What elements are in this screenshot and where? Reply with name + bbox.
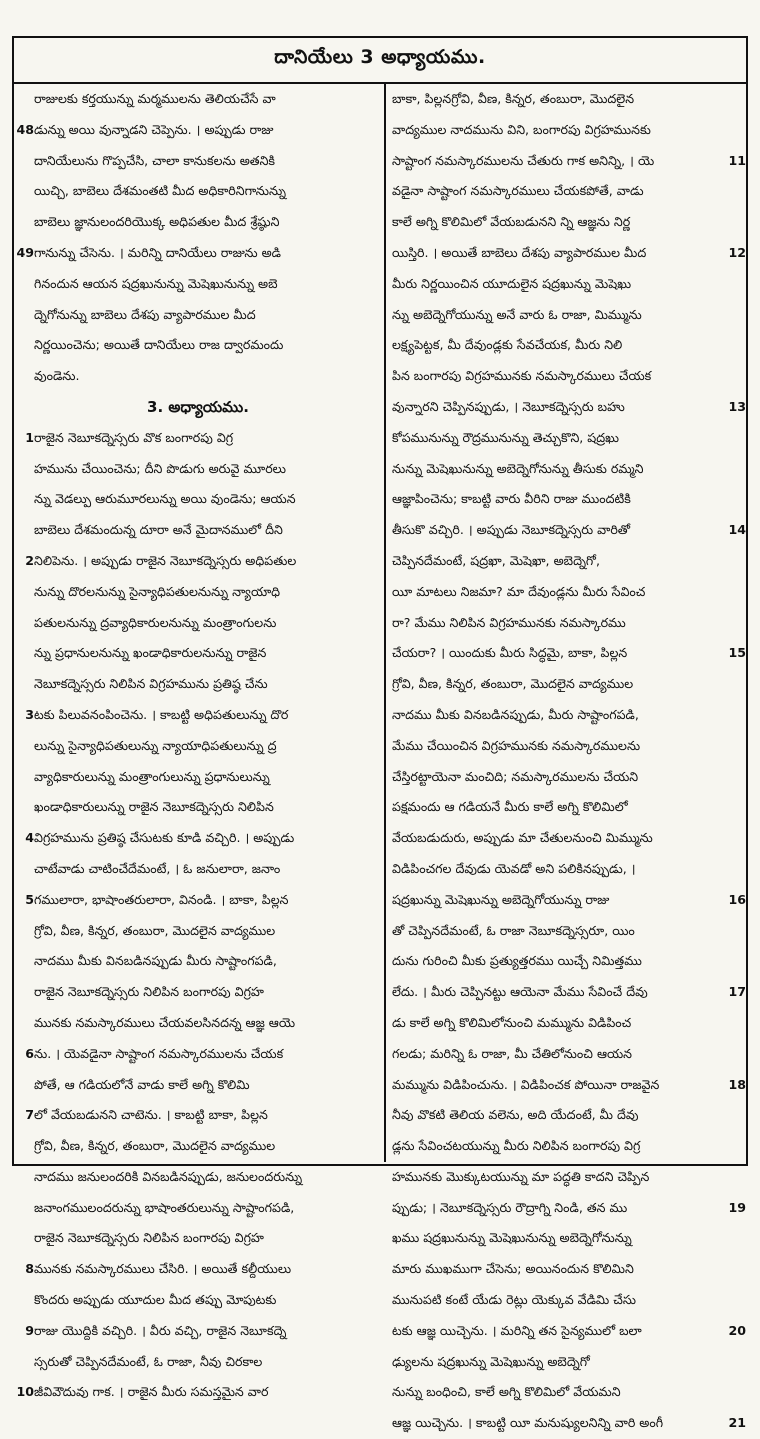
line-text: గలడు; మరిన్ని ఓ రాజా, మీ చేతిలోనుంచి ఆయన [392, 1045, 633, 1061]
text-line [386, 1100, 748, 1131]
text-line [386, 515, 748, 546]
text-line [12, 885, 384, 916]
line-text: మునకు నమస్కారములు చేయవలసినదన్న ఆజ్ఞ ఆయె [34, 1014, 296, 1030]
text-line [12, 1223, 384, 1254]
text-line [12, 269, 384, 300]
line-text: తో చెప్పినదేమంటే, ఓ రాజా నెబూకద్నెస్సరూ, యిం [392, 922, 635, 938]
line-text: న్ను అబెద్నెగోయున్ను అనే వారు ఓ రాజా, మిమ్మును [392, 306, 642, 322]
line-text: వుండెను. [34, 368, 80, 384]
line-text: నాదము మీకు వినబడినప్పుడు, మీరు సాష్టాంగపడి, [392, 706, 639, 722]
verse-number: 10 [16, 1384, 34, 1400]
text-line [12, 1316, 384, 1347]
right-column [386, 84, 748, 1431]
text-line [386, 916, 748, 947]
text-line [386, 1316, 748, 1347]
left-top-text [12, 84, 384, 392]
line-text: ఢ్యులను షద్రఖున్ను మెషెఖున్ను అబెద్నెగో [392, 1353, 590, 1369]
line-text: పిన బంగారపు విగ్రహమునకు నమస్కారములు చేయక [392, 368, 652, 384]
text-line [12, 454, 384, 485]
text-line [12, 577, 384, 608]
line-text: నిలిపెను. । అప్పుడు రాజైన నెబూకద్నెస్సరు అధిపతుల [34, 552, 297, 568]
line-text: దును గురించి మీకు ప్రత్యుత్తరము యిచ్చే నిమిత్తము [392, 953, 642, 969]
text-line [12, 1039, 384, 1070]
text-line [386, 731, 748, 762]
verse-number: 4 [25, 830, 34, 846]
line-text: యిచ్చి, బాబెలు దేశమంతటి మీద అధికారినిగానున్ను [34, 183, 287, 199]
verse-number: 8 [25, 1261, 34, 1277]
text-line [12, 608, 384, 639]
text-line [386, 1070, 748, 1101]
text-line [12, 1162, 384, 1193]
line-text: నున్ను దొరలనున్ను సైన్యాధిపతులనున్ను న్యాయాధి [34, 583, 281, 599]
line-text: చెప్పినదేమంటే, షద్రఖా, మెషెఖా, అబెద్నెగో, [392, 552, 600, 568]
text-line [12, 330, 384, 361]
line-text: గానున్ను చేసెను. । మరిన్ని దానియేలు రాజును అడి [34, 244, 281, 260]
text-line [12, 423, 384, 454]
page-header [12, 36, 748, 84]
verse-number: 17 [728, 984, 746, 1000]
line-text: చేస్తిరట్టాయెనా మంచిది; నమస్కారములను చేయని [392, 768, 639, 784]
text-line [386, 1285, 748, 1316]
verse-number: 9 [25, 1322, 34, 1338]
text-line [386, 1039, 748, 1070]
text-line [12, 546, 384, 577]
text-line [12, 977, 384, 1008]
line-text: వ్యాధికారులున్ను మంత్రాంగులున్ను ప్రధానులున్ను [34, 768, 270, 784]
line-text: షద్రఖున్ను మెషెఖున్ను అబెద్నెగోయున్ను రాజు [392, 891, 610, 907]
line-text: కొందరు అప్పుడు యూదుల మీద తప్పు మోపుటకు [34, 1292, 277, 1308]
text-line [386, 669, 748, 700]
line-text: బాకా, పిల్లనగ్రోవి, వీణ, కిన్నర, తంబురా, మొదలైన [392, 91, 635, 106]
line-text: లేదు. । మీరు చెప్పినట్టు ఆయెనా మేము సేవించే దేవు [392, 984, 648, 1000]
verse-number: 18 [728, 1076, 746, 1092]
line-text: చేయరా? । యిందుకు మీరు సిద్ధమై, బాకా, పిల్లన [392, 645, 628, 661]
line-text: యీ మాటలు నిజమా? మా దేవుండ్లను మీరు సేవించ [392, 583, 646, 599]
text-line [386, 638, 748, 669]
text-line [386, 946, 748, 977]
text-line [12, 1377, 384, 1408]
verse-number: 15 [728, 645, 746, 661]
text-line [12, 207, 384, 238]
text-line [386, 484, 748, 515]
verse-number: 6 [25, 1045, 34, 1061]
line-text: నిర్ణయించెను; అయితే దానియేలు రాజ ద్వారమందు [34, 337, 284, 353]
text-line [386, 885, 748, 916]
verse-number: 14 [728, 522, 746, 538]
text-line [12, 361, 384, 392]
line-text: ఆజ్ఞాపించెను; కాబట్టి వారు వీరిని రాజు ముందటికి [392, 491, 631, 507]
left-bottom-text [12, 423, 384, 1409]
line-text: యిస్తిరి. । అయితే బాబెలు దేశపు వ్యాపారముల మీద [392, 244, 647, 260]
line-text: మారు ముఖముగా చేసెను; అయినందున కొలిమిని [392, 1261, 634, 1277]
verse-number: 11 [728, 152, 746, 168]
line-text: కోపమునున్ను రౌద్రమునున్ను తెచ్చుకొని, షద్రఖు [392, 429, 620, 445]
text-line [386, 577, 748, 608]
verse-number: 20 [728, 1322, 746, 1338]
line-text: గ్రోవి, వీణ, కిన్నర, తంబురా, మొదలైన వాద్యముల [34, 1138, 276, 1154]
line-text: విడిపించగల దేవుడు యెవడో అని పలికినప్పుడు, । [392, 860, 636, 876]
verse-number: 2 [25, 552, 34, 568]
line-text: బాబెలు జ్ఞానులందరియొక్క అధిపతుల మీద శ్రేష్ఠుని [34, 214, 280, 230]
text-line [386, 977, 748, 1008]
verse-number: 12 [728, 244, 746, 260]
text-line [386, 84, 748, 115]
verse-number: 49 [16, 244, 34, 260]
line-text: ఆజ్ఞ యిచ్చెను. । కాబట్టి యీ మనుష్యులనిన్ని వారి అంగీ [392, 1415, 664, 1431]
right-text [386, 84, 748, 1439]
line-text: ఖండాధికారులున్ను రాజైన నెబూకద్నెస్సరు నిలిపిన [34, 799, 274, 815]
text-line [12, 916, 384, 947]
line-text: ఖము షద్రఖునున్ను మెషెఖునున్ను అబెద్నెగోనున్ను [392, 1230, 632, 1246]
text-line [12, 1070, 384, 1101]
page-title: దానియేలు 3 అధ్యాయము. [274, 45, 486, 68]
line-text: విగ్రహమును ప్రతిష్ఠ చేసుటకు కూడి వచ్చిరి. । అప్పుడు [34, 830, 295, 846]
line-text: రాజు యొద్దికి వచ్చిరి. । వీరు వచ్చి, రాజైన నెబూకద్నె [34, 1322, 287, 1338]
line-text: నున్ను బంధించి, కాలే అగ్ని కొలిమిలో వేయమని [392, 1384, 621, 1400]
text-line [12, 84, 384, 115]
line-text: డ్లను సేవించటయున్ను మీరు నిలిపిన బంగారపు విగ్ర [392, 1138, 641, 1154]
line-text: ద్నెగోనున్ను బాబెలు దేశపు వ్యాపారముల మీద [34, 306, 256, 322]
line-text: నాదము మీకు వినబడినప్పుడు మీరు సాష్టాంగపడి, [34, 953, 277, 969]
text-line [386, 854, 748, 885]
line-text: మీరు నిర్ణయించిన యూదులైన షద్రఖున్ను మెషెఖు [392, 275, 632, 291]
line-text: డు కాలే అగ్ని కొలిమిలోనుంచి మమ్మును విడిపించ [392, 1014, 632, 1030]
line-text: నాదము జనులందరికి వినబడినప్పుడు, జనులందరున్ను [34, 1168, 303, 1184]
line-text: హమునకు మొక్కుటయున్ను మా పద్ధతి కాదని చెప్పిన [392, 1168, 650, 1184]
text-line [386, 330, 748, 361]
text-line [386, 238, 748, 269]
line-text: రాజులకు కర్తయున్ను మర్మములను తెలియచేసే వా [34, 91, 276, 106]
line-text: న్ను వెడల్పు ఆరుమూరలున్ను అయి వుండెను; ఆయన [34, 491, 296, 507]
text-line [386, 792, 748, 823]
text-line [12, 731, 384, 762]
line-text: మునుపటి కంటే యేడు రెట్లు యెక్కువ వేడిమి చేసు [392, 1292, 637, 1308]
line-text: గ్రోవి, వీణ, కిన్నర, తంబురా, మొదలైన వాద్యముల [34, 922, 276, 938]
line-text: లో వేయబడునని చాటెను. । కాబట్టి బాకా, పిల్లన [34, 1107, 268, 1123]
line-text: పోతే, ఆ గడియలోనే వాడు కాలే అగ్ని కొలిమి [34, 1076, 250, 1092]
verse-number: 3 [25, 706, 34, 722]
text-line [12, 1285, 384, 1316]
text-line [12, 176, 384, 207]
left-column [12, 84, 386, 1400]
line-text: బాబెలు దేశమందున్న దూరా అనే మైదానములో దీని [34, 522, 283, 538]
text-line [386, 1131, 748, 1162]
text-line [12, 1131, 384, 1162]
text-line [12, 669, 384, 700]
verse-number: 21 [728, 1415, 746, 1431]
line-text: ప్పుడు; । నెబూకద్నెస్సరు రౌద్రాగ్ని నిండి, తన ము [392, 1199, 628, 1215]
line-text: వడైనా సాష్టాంగ నమస్కారములు చేయకపోతే, వాడు [392, 183, 644, 199]
line-text: పక్షమందు ఆ గడియనే మీరు కాలే అగ్ని కొలిమిలో [392, 799, 628, 815]
chapter-heading: 3. అధ్యాయము. [147, 397, 249, 416]
text-line [386, 1408, 748, 1439]
line-text: వేయబడుదురు, అప్పుడు మా చేతులనుంచి మిమ్మును [392, 830, 653, 846]
text-line [386, 146, 748, 177]
line-text: రాజైన నెబూకద్నెస్సరు నిలిపిన బంగారపు విగ్రహ [34, 984, 264, 1000]
verse-number: 16 [728, 891, 746, 907]
line-text: తీసుకొ వచ్చిరి. । అప్పుడు నెబూకద్నెస్సరు వారితో [392, 522, 631, 538]
text-line [12, 300, 384, 331]
line-text: లక్ష్యపెట్టక, మీ దేవుండ్లకు సేవచేయక, మీరు నిలి [392, 337, 623, 353]
line-text: జీవివౌదువు గాక. । రాజైన మీరు సమస్తమైన వార [34, 1384, 269, 1400]
line-text: ను. । యెవడైనా సాష్టాంగ నమస్కారములను చేయక [34, 1045, 284, 1061]
text-line [12, 238, 384, 269]
verse-number: 19 [728, 1199, 746, 1215]
text-line [12, 638, 384, 669]
text-line [386, 1347, 748, 1378]
line-text: న్ను ప్రధానులనున్ను ఖండాధికారులనున్ను రాజైన [34, 645, 267, 661]
text-line [386, 176, 748, 207]
text-line [386, 454, 748, 485]
line-text: లున్ను సైన్యాధిపతులున్ను న్యాయాధిపతులున్ను ద్ర [34, 737, 277, 753]
verse-number: 7 [25, 1107, 34, 1123]
line-text: గినందున ఆయన షద్రఖునున్ను మెషెఖునున్ను అబె [34, 275, 278, 291]
text-line [386, 1377, 748, 1408]
text-line [12, 115, 384, 146]
text-line [12, 1100, 384, 1131]
text-line [12, 146, 384, 177]
line-text: నెబూకద్నెస్సరు నిలిపిన విగ్రహమును ప్రతిష్ఠ చేను [34, 676, 268, 692]
line-text: వున్నారని చెప్పినప్పుడు, । నెబూకద్నెస్సరు బహు [392, 398, 625, 414]
text-line [12, 1254, 384, 1285]
line-text: నున్ను మెషెఖునున్ను అబెద్నెగోనున్ను తీసుకు రమ్మని [392, 460, 644, 476]
line-text: రా? మేము నిలిపిన విగ్రహమునకు నమస్కారము [392, 614, 626, 630]
line-text: టకు పిలువనంపించెను. । కాబట్టి అధిపతులున్ను దొర [34, 706, 289, 722]
verse-number: 48 [16, 121, 34, 137]
text-line [12, 1193, 384, 1224]
text-line [386, 423, 748, 454]
text-line [386, 608, 748, 639]
text-line [12, 484, 384, 515]
text-line [386, 1223, 748, 1254]
text-line [12, 946, 384, 977]
text-line [386, 269, 748, 300]
text-line [386, 1254, 748, 1285]
line-text: టకు ఆజ్ఞ యిచ్చెను. । మరిన్ని తన సైన్యములో బలా [392, 1322, 642, 1338]
text-line [12, 823, 384, 854]
line-text: సాష్టాంగ నమస్కారములను చేతురు గాక అనిన్ని, । యె [392, 152, 655, 168]
text-line [386, 361, 748, 392]
line-text: జనాంగములందరున్ను భాషాంతరులున్ను సాష్టాంగపడి, [34, 1199, 295, 1215]
text-line [386, 823, 748, 854]
text-line [386, 1193, 748, 1224]
line-text: కాలే అగ్ని కొలిమిలో వేయబడునని న్ని ఆజ్ఞను నిర్ణ [392, 214, 631, 230]
line-text: మునకు నమస్కారములు చేసిరి. । అయితే కల్దీయులు [34, 1261, 292, 1277]
verse-number: 1 [25, 429, 34, 445]
line-text: దానియేలును గొప్పచేసి, చాలా కానుకలను అతనికి [34, 152, 275, 168]
line-text: స్సరుతో చెప్పినదేమంటే, ఓ రాజా, నీవు చిరకాల [34, 1353, 263, 1369]
line-text: వాద్యముల నాదమును విని, బంగారపు విగ్రహమునకు [392, 121, 651, 137]
text-line [386, 392, 748, 423]
verse-number: 5 [25, 891, 34, 907]
text-line [386, 700, 748, 731]
line-text: డున్ను అయి వున్నాడని చెప్పెను. । అప్పుడు రాజు [34, 121, 274, 137]
text-line [12, 854, 384, 885]
line-text: గ్రోవి, వీణ, కిన్నర, తంబురా, మొదలైన వాద్యముల [392, 676, 634, 692]
text-line [12, 700, 384, 731]
line-text: నీవు వొకటి తెలియ వలెను, అది యేదంటే, మీ దేవు [392, 1107, 639, 1123]
text-line [12, 1347, 384, 1378]
text-line [12, 792, 384, 823]
line-text: మమ్మును విడిపించును. । విడిపించక పోయినా రాజవైన [392, 1076, 660, 1092]
text-line [386, 1008, 748, 1039]
text-line [12, 762, 384, 793]
text-line [12, 1008, 384, 1039]
text-line [386, 115, 748, 146]
line-text: మేము చేయించిన విగ్రహమునకు నమస్కారములను [392, 737, 641, 753]
line-text: చాటేవాడు చాటించేదేమంటే, । ఓ జనులారా, జనాం [34, 860, 281, 876]
text-line [386, 207, 748, 238]
line-text: రాజైన నెబూకద్నెస్సరు నిలిపిన బంగారపు విగ్రహ [34, 1230, 264, 1246]
text-line [386, 762, 748, 793]
text-line [386, 546, 748, 577]
line-text: పతులనున్ను ద్రవ్యాధికారులనున్ను మంత్రాంగులను [34, 614, 277, 630]
line-text: గములారా, భాషాంతరులారా, వినండి. । బాకా, పిల్లన [34, 891, 289, 907]
line-text: హమును చేయించెను; దీని పొడుగు అరువై మూరలు [34, 460, 286, 476]
text-line [386, 1162, 748, 1193]
line-text: రాజైన నెబూకద్నెస్సరు వొక బంగారపు విగ్ర [34, 429, 234, 445]
text-line [386, 300, 748, 331]
verse-number: 13 [728, 398, 746, 414]
text-line [12, 515, 384, 546]
